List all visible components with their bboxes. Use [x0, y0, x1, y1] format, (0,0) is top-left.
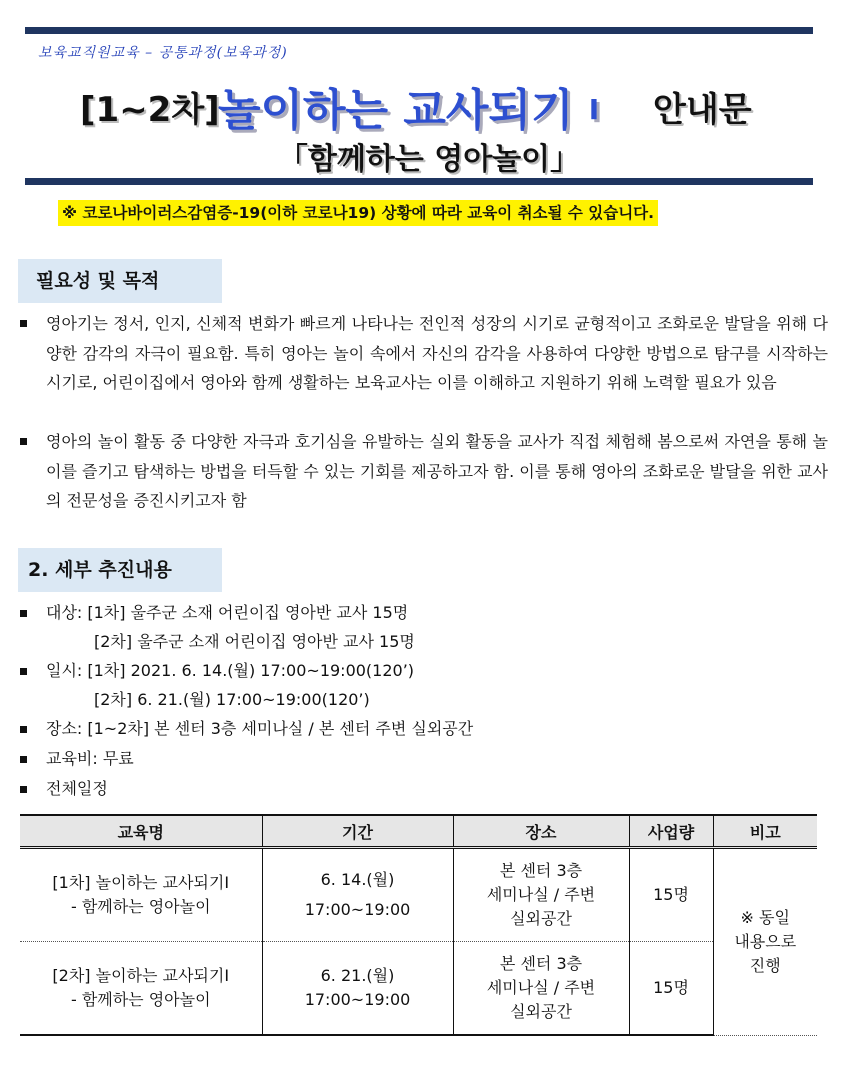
detail-date-text: 일시: [1차] 2021. 6. 14.(월) 17:00~19:00(120’): [46, 661, 415, 680]
bullet-square-icon: [20, 756, 27, 763]
detail-target-2: [2차] 울주군 소재 어린이집 영아반 교사 15명: [94, 632, 415, 651]
schedule-table: [20, 814, 817, 1036]
note-line: 내용으로: [734, 931, 797, 951]
amount-cell: 15명: [629, 848, 713, 942]
course-name-cell: [20, 848, 262, 942]
column-header: 교육명: [20, 815, 262, 848]
column-header: 기간: [262, 815, 453, 848]
course-name-line: [2차] 놀이하는 교사되기Ⅰ: [52, 966, 230, 985]
title-subtitle: 「함께하는 영아놀이」: [277, 142, 581, 177]
detail-date-2: [2차] 6. 21.(월) 17:00~19:00(120’): [94, 690, 370, 709]
detail-fee-text: 교육비: 무료: [46, 749, 134, 768]
detail-target: [20, 602, 408, 624]
course-name-line: [1차] 놀이하는 교사되기Ⅰ: [52, 873, 230, 892]
table-header-row: [20, 815, 817, 848]
bullet-square-icon: [20, 786, 27, 793]
course-category: 보육교직원교육 – 공통과정(보육과정): [38, 45, 288, 61]
title-roman: Ⅰ: [588, 93, 600, 126]
table-row: [20, 942, 817, 1036]
place-line: 본 센터 3층: [499, 954, 583, 973]
period-cell: [262, 848, 453, 942]
column-header: 비고: [713, 815, 817, 848]
column-header: 장소: [453, 815, 629, 848]
table-row: [20, 848, 817, 942]
section-heading-details: 2. 세부 추진내용: [18, 548, 222, 592]
title-main-text: 놀이하는 교사되기: [218, 85, 574, 136]
period-time: 17:00~19:00: [304, 990, 411, 1009]
header-bottom-rule: [25, 178, 813, 185]
bullet-square-icon: [20, 610, 27, 617]
period-date: 6. 21.(월): [320, 966, 395, 985]
course-name-cell: [20, 942, 262, 1036]
period-cell: [262, 942, 453, 1036]
title-main: [218, 74, 599, 138]
place-cell: [453, 942, 629, 1036]
place-line: 실외공간: [510, 909, 572, 928]
detail-schedule-text: 전체일정: [46, 779, 108, 798]
purpose-paragraph: [20, 427, 828, 516]
amount-cell: 15명: [629, 942, 713, 1036]
place-line: 세미나실 / 주변: [486, 885, 596, 904]
period-time: 17:00~19:00: [304, 900, 411, 919]
detail-date: [20, 660, 414, 682]
bullet-square-icon: [20, 726, 27, 733]
header-top-rule: [25, 27, 813, 34]
section-heading-purpose: 필요성 및 목적: [18, 259, 222, 303]
bullet-square-icon: [20, 438, 27, 445]
course-name-line: - 함께하는 영아놀이: [70, 990, 211, 1009]
purpose-paragraph-text: 영아의 놀이 활동 중 다양한 자극과 호기심을 유발하는 실외 활동을 교사가 직접 체험해 봄으로써 자연을 통해 놀이를 즐기고 탐색하는 방법을 터득할 수 있는 기회를 제공하고자 함. 이를 통해 영아의 조화로운 발달을 위한 교사의 전문성을 증진시키고자 함: [46, 432, 828, 510]
detail-fee: [20, 748, 134, 770]
title-suffix: 안내문: [653, 90, 752, 130]
detail-schedule-label: [20, 778, 108, 800]
covid-notice: ※ 코로나바이러스감염증-19(이하 코로나19) 상황에 따라 교육이 취소될 수 있습니다.: [58, 200, 658, 226]
place-line: 실외공간: [510, 1002, 572, 1021]
period-date: 6. 14.(월): [320, 870, 395, 889]
bullet-square-icon: [20, 668, 27, 675]
bullet-square-icon: [20, 320, 27, 327]
course-name-line: - 함께하는 영아놀이: [70, 897, 211, 916]
page-title: [0, 70, 858, 136]
note-line: 진행: [749, 955, 781, 975]
column-header: 사업량: [629, 815, 713, 848]
place-line: 본 센터 3층: [499, 861, 583, 880]
detail-target-text: 대상: [1차] 울주군 소재 어린이집 영아반 교사 15명: [46, 603, 409, 622]
place-cell: [453, 848, 629, 942]
note-cell: [713, 848, 817, 1036]
purpose-paragraph-text: 영아기는 정서, 인지, 신체적 변화가 빠르게 나타나는 전인적 성장의 시기로 균형적이고 조화로운 발달을 위해 다양한 감각의 자극이 필요함. 특히 영아는 놀이 속에서 자신의 감각을 사용하여 다양한 방법으로 탐구를 시작하는 시기로, 어린이집에서 영아와 함께 생활하는 보육교사는 이를 이해하고 지원하기 위해 노력할 필요가 있음: [46, 314, 828, 392]
purpose-paragraph: [20, 309, 828, 398]
detail-place: [20, 718, 473, 740]
detail-place-text: 장소: [1~2차] 본 센터 3층 세미나실 / 본 센터 주변 실외공간: [46, 719, 474, 738]
place-line: 세미나실 / 주변: [486, 978, 596, 997]
note-line: ※ 동일: [740, 907, 790, 927]
title-prefix: [1~2차]: [80, 90, 220, 130]
